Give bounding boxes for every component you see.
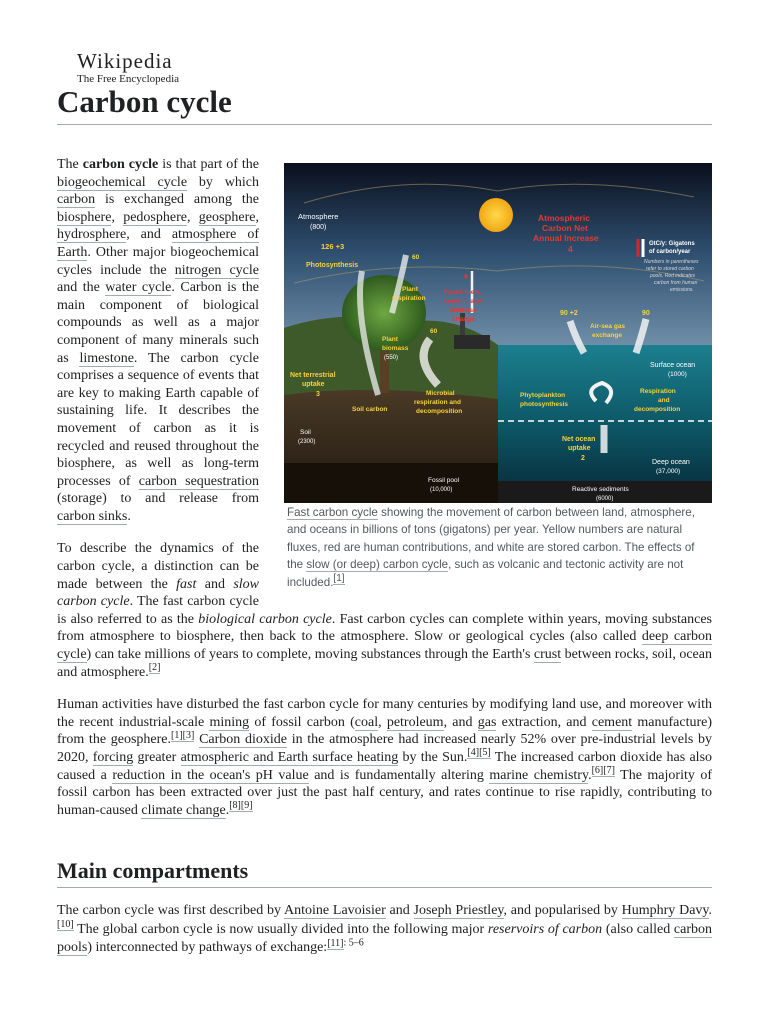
text: (storage) to and release from [57,491,259,507]
label-photo-val: 126 +3 [321,242,345,251]
page-title: Carbon cycle [57,84,232,119]
legend-note-2: refer to stored carbon [646,266,694,272]
text: . Carbon is the main component of biological compounds as well as a major component of many minerals such as [57,280,259,366]
text: is exchanged among the [95,192,259,208]
text: . Fast carbon cycles can complete within years, moving substances from atmosphere to biosphere, then back to the atmosphere. Slow or geological cycles (also called [57,611,712,645]
carbon-cycle-figure [284,163,712,591]
text: . Other major biogeochemical cycles include the [57,244,259,278]
label-fossil-3: land-use [450,307,477,314]
text: To describe the dynamics of the carbon cycle, a distinction can be made between the [57,541,259,592]
article-link[interactable]: geosphere [198,209,256,225]
text: Human activities have disturbed the fast carbon cycle for many centuries by modifying land use, and moreover with the recent industrial-scale [57,697,712,730]
italic-term: fast [176,576,197,592]
label-net-terr-1: Net terrestrial [290,372,336,379]
citation-ref [229,800,252,812]
label-sediments-val: (6000) [596,496,614,502]
label-fossil-1: Fossil fuels, [444,289,482,296]
label-micro-3: decomposition [416,408,463,415]
article-link[interactable]: water cycle [105,280,172,296]
label-resp-1: Respiration [640,388,676,395]
legend-title-1: GtC/y: Gigatons [649,241,695,247]
label-net-ocean-val: 2 [581,455,585,462]
article-link[interactable]: crust [533,647,562,663]
section-heading-main-compartments: Main compartments [57,858,249,883]
article-link[interactable]: mining [209,714,250,730]
citation-link[interactable]: [9] [240,800,253,812]
text: The increased carbon dioxide has also caused a [57,750,713,783]
bold-term: carbon cycle [82,157,159,172]
citation-link[interactable]: [10] [57,918,74,930]
legend-note-1: Numbers in parentheses [644,259,699,265]
caption-text: , such as volcanic and tectonic activity are not included. [287,558,684,589]
article-link[interactable]: forcing [92,750,134,765]
article-link[interactable]: Humphry Davy [621,903,709,918]
label-net-terr-2: uptake [302,381,325,388]
label-soil-val: (2300) [298,439,316,445]
text: The [57,157,83,172]
citation-ref [327,938,364,950]
citation-link[interactable]: [2] [148,661,161,673]
text: and [385,903,414,918]
text: and is fundamentally altering [308,767,490,783]
citation-ref [592,765,615,777]
caption-link[interactable]: slow (or deep) carbon cycle [306,558,449,572]
text: , [186,209,199,225]
sun-icon [479,198,513,232]
italic-term: reservoirs of carbon [487,921,603,937]
text: The global carbon cycle is now usually divided into the following major [73,921,488,937]
legend-note-3: pools. Red indicates [650,273,696,279]
article-link[interactable]: limestone [79,350,134,366]
label-surface-ocean: Surface ocean [650,362,696,369]
label-net-ocean-1: Net ocean [562,436,596,443]
wikipedia-wordmark[interactable] [77,50,227,85]
citation-link[interactable]: [1] [333,572,345,584]
article-link[interactable]: pedosphere [123,209,187,225]
text: between rocks, soil, ocean and atmosphere. [57,647,712,680]
article-link[interactable]: biogeochemical cycle [57,174,188,190]
text: . [588,767,592,783]
article-link[interactable]: reduction in the ocean's pH value [112,767,309,783]
article-link[interactable]: Carbon dioxide [199,732,287,748]
article-link[interactable]: carbon pools [57,921,712,956]
text: . [127,508,131,524]
citation-ref [171,730,194,742]
label-fossil-4: change [452,316,475,323]
article-link[interactable]: coal [354,714,379,730]
text: , [255,209,259,225]
label-net-terr-val: 3 [316,391,320,398]
article-link[interactable]: Joseph Priestley [413,903,504,918]
article-link[interactable]: carbon sequestration [138,473,259,489]
label-atmosphere: Atmosphere [298,212,339,221]
article-link[interactable]: nitrogen cycle [174,262,260,278]
text: , [111,209,124,225]
label-net-increase-2: Carbon Net [542,223,588,233]
caption-text: showing the movement of carbon between land, atmosphere, and oceans in billions of tons (gigatons) per year. Yellow numbers are natural fluxes, red are human contributions, and white are stored carbon. The effects of the [287,506,695,572]
text: ) can take millions of years to complete, moving substances through the Earth's [86,647,534,663]
label-deep-ocean: Deep ocean [652,459,690,466]
label-micro-2: respiration and [414,399,461,406]
text: extraction, and [496,714,592,730]
article-link[interactable]: biosphere [57,209,112,225]
label-airsea-1: Air-sea gas [590,323,626,330]
citation-ref [149,662,161,674]
citation-link[interactable]: [7] [603,764,615,776]
label-net-increase-1: Atmospheric [538,213,590,223]
article-link[interactable]: cement [591,714,633,730]
article-link[interactable]: climate change [141,802,226,818]
citation-link[interactable]: [6] [591,764,604,776]
label-fossil-pool: Fossil pool [428,477,460,484]
text: manufacture) from the geosphere. [57,714,713,748]
citation-ref [57,919,74,931]
citation-link[interactable]: [11] [327,937,344,949]
article-body [57,156,712,819]
intro-paragraph-3 [57,696,712,819]
label-plant-resp-val: 60 [412,254,420,261]
text: , [378,714,387,730]
wordmark-name: Wikipedia [77,49,173,73]
label-plant-biomass-2: biomass [382,345,409,352]
label-plant-resp-1: Plant [402,286,418,293]
factory-icon [454,335,490,349]
article-link[interactable]: atmosphere of Earth [57,227,259,260]
text: greater [133,750,181,765]
label-soil: Soil [300,429,311,436]
label-plant-resp-2: respiration [392,295,426,302]
label-surface-ocean-val: (1000) [668,371,687,378]
article-link[interactable]: petroleum [386,714,444,730]
carbon-cycle-diagram[interactable] [284,163,712,503]
text: is that part of the [158,157,260,172]
italic-term: biological carbon cycle [198,611,332,627]
article-link[interactable]: gas [477,714,497,730]
text: of fossil carbon ( [249,714,355,730]
label-resp-2: and [658,397,670,404]
label-fossil-2: cement, and [444,298,482,305]
legend-title-2: of carbon/year [649,249,691,255]
text: (also called [602,921,674,937]
text: . [708,903,712,918]
text: . The carbon cycle comprises a sequence of events that are key to making Earth capable of sustaining life. It describes the movement of carbon as it is recycled and reused throughout the biosphere, as well as long-term processes of [57,350,259,489]
citation-ref [333,573,344,585]
citation-link[interactable]: [3] [182,729,195,741]
section-paragraph-1 [57,902,712,958]
citation-link[interactable]: [4] [467,747,480,759]
text: . The fast carbon cycle is also referred to as the [57,594,259,627]
text: , and [126,227,172,243]
label-net-ocean-2: uptake [568,445,591,452]
label-net-increase-3: Annual Increase [533,233,599,243]
article-link[interactable]: atmospheric and Earth surface heating [180,750,399,765]
article-link[interactable]: marine chemistry [489,767,589,783]
label-fossil-val: 9 [464,274,468,281]
text: and [196,576,234,592]
text: , and [443,714,478,730]
section-divider [57,887,712,888]
text: . [225,802,230,818]
citation-link[interactable]: [8] [229,800,241,812]
section-body [57,902,712,958]
fossil-layer [284,463,498,503]
text: by which [187,174,259,190]
label-phyto-1: Phytoplankton [520,392,566,399]
label-plant-biomass-1: Plant [382,336,398,343]
text: and the [57,280,106,296]
label-photosynthesis: Photosynthesis [306,262,359,269]
text: The carbon cycle was first described by [57,903,285,918]
label-deep-ocean-val: (37,000) [656,468,681,475]
label-airsea-2: exchange [592,332,622,339]
label-micro-val: 60 [430,328,438,335]
legend-note-4: carbon from human [654,280,698,286]
label-ocean-in-val: 90 +2 [560,310,578,317]
label-net-increase-val: 4 [568,244,573,254]
article-link[interactable]: hydrosphere [57,227,127,243]
text: , and popularised by [503,903,622,918]
title-divider [57,124,712,125]
legend-note-5: emissions. [670,287,694,293]
article-link[interactable]: carbon sinks [57,508,128,524]
label-plant-biomass-val: (550) [384,355,399,361]
wordmark-tagline: The Free Encyclopedia [77,73,180,85]
article-link[interactable]: Antoine Lavoisier [284,903,386,918]
label-atmosphere-val: (800) [310,224,327,231]
text: by the Sun. [398,750,468,765]
label-sediments: Reactive sediments [572,486,629,493]
citation-link[interactable]: [5] [479,747,491,759]
label-soil-carbon: Soil carbon [352,406,388,413]
label-ocean-out-val: 90 [642,310,650,317]
citation-ref [467,747,490,759]
label-fossil-pool-val: (10,000) [430,487,453,493]
italic-term: slow carbon cycle [57,576,259,610]
citation-pages: : 5–6 [343,937,364,949]
article-link[interactable]: carbon [57,192,96,208]
citation-link[interactable]: [1] [171,729,183,741]
label-phyto-2: photosynthesis [520,401,569,408]
figure-caption [284,503,712,591]
article-link[interactable]: deep carbon cycle [57,629,712,663]
text: ) interconnected by pathways of exchange: [87,940,328,956]
caption-link[interactable]: Fast carbon cycle [287,506,378,519]
label-resp-3: decomposition [634,406,681,413]
label-micro-1: Microbial [426,390,455,397]
text: The majority of fossil carbon has been extracted over just the past half century, and rates continue to rise rapidly, contributing to human-caused [57,767,713,818]
text: in the atmosphere had increased nearly 52% over pre-industrial levels by 2020, [57,732,712,765]
